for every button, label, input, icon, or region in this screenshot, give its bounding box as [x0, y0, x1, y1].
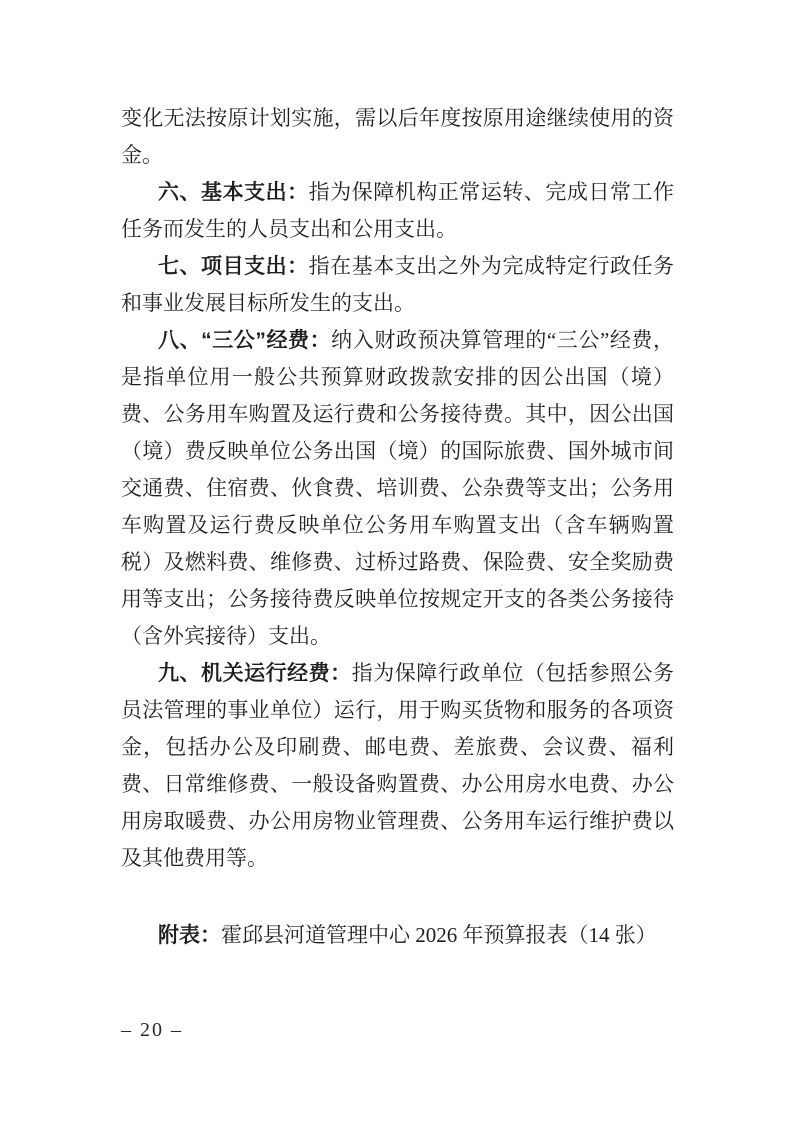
section-9-heading: 九、机关运行经费： — [158, 662, 352, 685]
section-6-body: 指为保障机构正常运转、完成日常工作任务而发生的人员支出和公用支出。 — [121, 180, 675, 241]
section-7-body: 指在基本支出之外为完成特定行政任务和事业发展目标所发生的支出。 — [121, 254, 675, 315]
section-9-body: 指为保障行政单位（包括参照公务员法管理的事业单位）运行，用于购买货物和服务的各项资金，包括办公及印刷费、邮电费、差旅费、会议费、福利费、日常维修费、一般设备购置费、办公用房水电费、办公用房取暖费、办公用房物业管理费、公务用车运行维护费以及其他费用等。 — [121, 661, 675, 870]
attachment-text: 霍邱县河道管理中心 2026 年预算报表（14 张） — [221, 923, 657, 947]
attachment-label: 附表： — [158, 924, 221, 947]
paragraph-three-public-funds — [121, 322, 674, 655]
paragraph-basic-expenditure — [121, 174, 674, 248]
paragraph-agency-operating-funds — [121, 655, 674, 877]
section-7-heading: 七、项目支出： — [158, 255, 309, 278]
section-6-heading: 六、基本支出： — [158, 181, 309, 204]
section-8-body: 纳入财政预决算管理的“三公”经费，是指单位用一般公共预算财政拨款安排的因公出国（境）费、公务用车购置及运行费和公务接待费。其中，因公出国（境）费反映单位公务出国（境）的国际旅费、国外城市间交通费、住宿费、伙食费、培训费、公杂费等支出；公务用车购置及运行费反映单位公务用车购置支出（含车辆购置税）及燃料费、维修费、过桥过路费、保险费、安全奖励费用等支出；公务接待费反映单位按规定开支的各类公务接待（含外宾接待）支出。 — [121, 328, 675, 648]
paragraph-carryover — [121, 100, 674, 174]
section-8-heading: 八、“三公”经费： — [158, 329, 332, 352]
page-number: – 20 – — [121, 1019, 183, 1041]
attachment-note — [121, 917, 674, 954]
document-text-block — [121, 100, 674, 954]
paragraph-text: 变化无法按原计划实施，需以后年度按原用途继续使用的资金。 — [121, 106, 674, 167]
paragraph-project-expenditure — [121, 248, 674, 322]
